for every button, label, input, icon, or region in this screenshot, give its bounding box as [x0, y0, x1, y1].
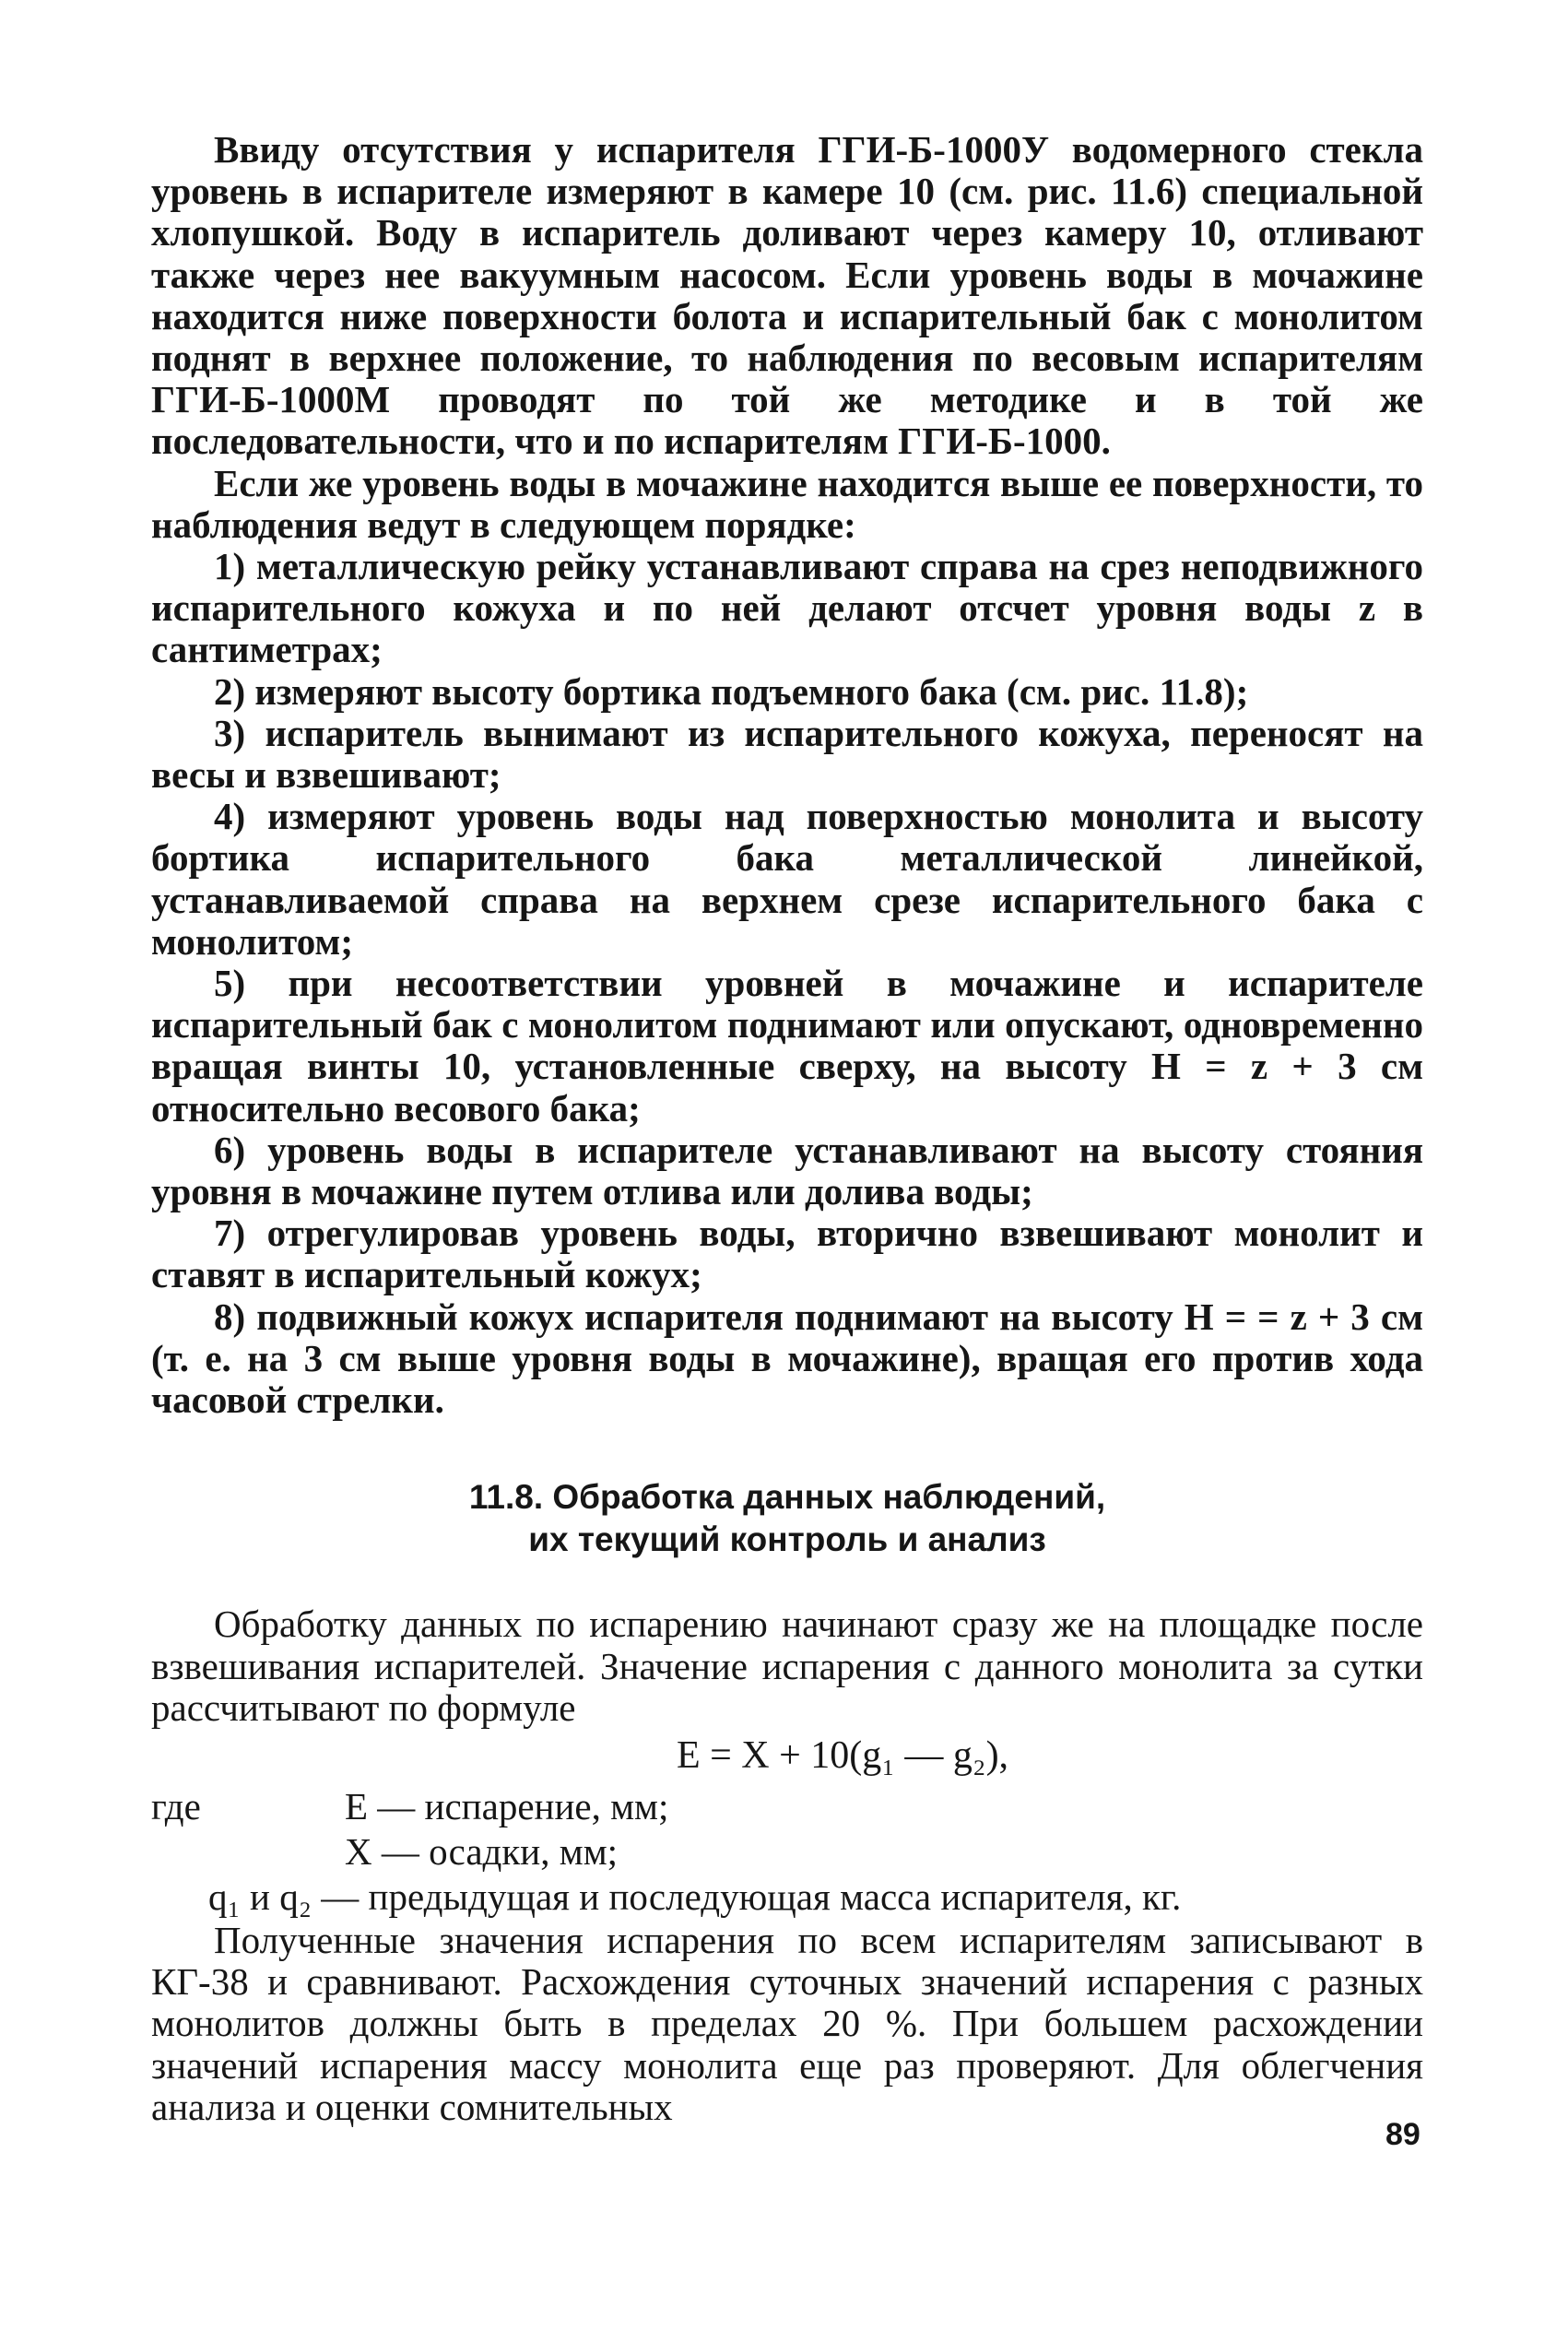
section-intro — [151, 129, 1423, 546]
definition-e: E — испарение, мм; — [345, 1784, 669, 1827]
paragraph-processing-intro: Обработку данных по испарению начинают сразу же на площадке после взвешивания испарителей. Значение испарения с данного монолита за сутки рассчитывают по формуле — [151, 1603, 1423, 1729]
list-item-step-8: 8) подвижный кожух испарителя поднимают на высоту H = = z + 3 см (т. е. на 3 см выше уровня воды в мочажине), вращая его против хода часовой стрелки. — [151, 1295, 1423, 1422]
definition-row-e — [151, 1784, 1423, 1829]
section-heading — [151, 1476, 1423, 1561]
list-item-step-3: 3) испаритель вынимают из испарительного кожуха, переносят на весы и взвешивают; — [151, 711, 1423, 797]
paragraph-comparison: Полученные значения испарения по всем испарителям записывают в КГ-38 и сравнивают. Расхождения суточных значений испарения с разных монолитов должны быть в пределах 20 %. При большем расхождении значений испарения массу монолита еще раз проверяют. Для облегчения анализа и оценки сомнительных — [151, 1918, 1423, 2128]
list-item-step-1: 1) металлическую рейку устанавливают справа на срез неподвижного испарительного кожуха и по ней делают отсчет уровня воды z в сантиметрах; — [151, 545, 1423, 671]
section-processing — [151, 1603, 1423, 1729]
list-item-step-7: 7) отрегулировав уровень воды, вторично взвешивают монолит и ставят в испарительный кожух; — [151, 1212, 1423, 1296]
definition-x: X — осадки, мм; — [345, 1829, 619, 1873]
definition-row-q — [151, 1875, 1423, 1920]
page-number: 89 — [1385, 2117, 1421, 2152]
observation-steps-list — [151, 546, 1423, 1421]
definition-row-x — [151, 1829, 1423, 1875]
definition-q: q₁ и q₂ — предыдущая и последующая масса испарителя, кг. — [208, 1875, 1182, 1918]
formula-definitions — [151, 1784, 1423, 1920]
list-item-step-5: 5) при несоответствии уровней в мочажине и испарителе испарительный бак с монолитом поднимают или опускают, одновременно вращая винты 10, установленные сверху, на высоту H = z + 3 см относительно весового бака; — [151, 962, 1423, 1130]
section-closing — [151, 1920, 1423, 2128]
list-item-step-6: 6) уровень воды в испарителе устанавливают на высоту стояния уровня в мочажине путем отлива или долива воды; — [151, 1128, 1423, 1213]
list-item-step-2: 2) измеряют высоту бортика подъемного бака (см. рис. 11.8); — [214, 669, 1249, 713]
section-heading-line-2: их текущий контроль и анализ — [528, 1520, 1046, 1559]
page-content — [151, 129, 1423, 2128]
paragraph-evaporator-level: Ввиду отсутствия у испарителя ГГИ-Б-1000У водомерного стекла уровень в испарителе измеряют в камере 10 (см. рис. 11.6) специальной хлопушкой. Воду в испаритель доливают через камеру 10, отливают также через нее вакуумным насосом. Если уровень воды в мочажине находится ниже поверхности болота и испарительный бак с монолитом поднят в верхнее положение, то наблюдения по весовым испарителям ГГИ-Б-1000М проводят по той же методике и в той же последовательности, что и по испарителям ГГИ-Б-1000. — [151, 128, 1423, 463]
evaporation-formula: E = X + 10(g₁ — g₂), — [676, 1733, 1009, 1777]
section-heading-line-1: 11.8. Обработка данных наблюдений, — [468, 1478, 1106, 1517]
where-label: где — [151, 1784, 201, 1827]
paragraph-observation-order: Если же уровень воды в мочажине находится выше ее поверхности, то наблюдения ведут в следующем порядке: — [151, 461, 1423, 546]
list-item-step-4: 4) измеряют уровень воды над поверхностью монолита и высоту бортика испарительного бака металлической линейкой, устанавливаемой справа на верхнем срезе испарительного бака с монолитом; — [151, 795, 1423, 963]
